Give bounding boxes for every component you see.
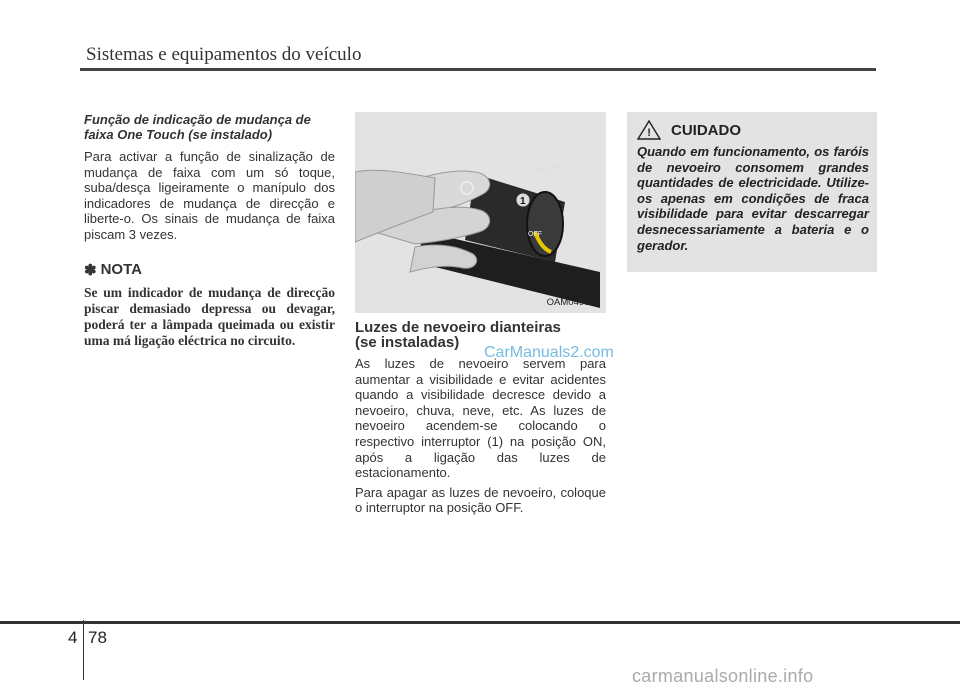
page-number: 78: [88, 628, 107, 647]
nota-heading: [84, 261, 335, 279]
caution-box: [627, 112, 877, 272]
nota-text: Se um indicador de mudança de direcção piscar demasiado depressa ou devagar, poderá ter a lâmpada queimada ou existir uma má ligação eléctrica no circuito.: [84, 284, 335, 348]
fog-lights-heading-line1: Luzes de nevoeiro dianteiras: [355, 319, 561, 336]
warning-triangle-icon: [637, 120, 661, 140]
caution-text: Quando em funcionamento, os faróis de nevoeiro consomem grandes quantidades de electricidade. Utilize-os apenas em condições de fraca visibilidade para evitar descarregar desnecessariamente a bateria e o gerador.: [637, 144, 869, 253]
nota-star-icon: ✽: [84, 261, 97, 279]
fog-lights-paragraph-2: Para apagar as luzes de nevoeiro, coloque o interruptor na posição OFF.: [355, 484, 606, 516]
caution-heading: [637, 120, 869, 140]
one-touch-heading-line1: Função de indicação de mudança de: [84, 112, 311, 127]
one-touch-heading-line2: faixa One Touch (se instalado): [84, 127, 273, 142]
figure-code: OAM049046: [546, 297, 600, 308]
left-column: [84, 112, 335, 362]
nota-title: NOTA: [100, 261, 142, 279]
middle-column: [355, 112, 606, 516]
warning-exclamation: !: [647, 127, 651, 139]
figure-label-1: 1: [520, 196, 526, 207]
watermark-middle: CarManuals2.com: [484, 344, 614, 361]
one-touch-heading: [84, 112, 335, 142]
watermark-bottom: carmanualsonline.info: [632, 666, 814, 686]
fog-light-icon: [535, 166, 563, 172]
footer-rule: [0, 621, 960, 624]
fog-light-switch-figure: [355, 112, 606, 313]
page-header-title: Sistemas e equipamentos do veículo: [86, 44, 362, 65]
fog-light-switch-illustration: [355, 112, 606, 313]
right-column: [627, 112, 877, 272]
header-rule: [80, 68, 876, 71]
chapter-number: 4: [68, 628, 78, 647]
one-touch-paragraph: Para activar a função de sinalização de mudança de faixa com um só toque, suba/desça ligeiramente o manípulo dos indicadores de mudança de direcção e liberte-o. Os sinais de mudança de faixa piscam 3 vezes.: [84, 149, 335, 242]
fog-lights-paragraph-1: As luzes de nevoeiro servem para aumentar a visibilidade e evitar acidentes quando a visibilidade decresce devido a nevoeiro, chuva, neve, etc. As luzes de nevoeiro acendem-se colocando o respectivo interruptor (1) na posição ON, após a ligação das luzes de estacionamento.: [355, 356, 606, 481]
fog-lights-heading-line2: (se instaladas): [355, 334, 460, 351]
caution-title: CUIDADO: [671, 121, 741, 139]
footer-divider: [83, 620, 84, 680]
figure-label-off: OFF: [528, 231, 542, 238]
